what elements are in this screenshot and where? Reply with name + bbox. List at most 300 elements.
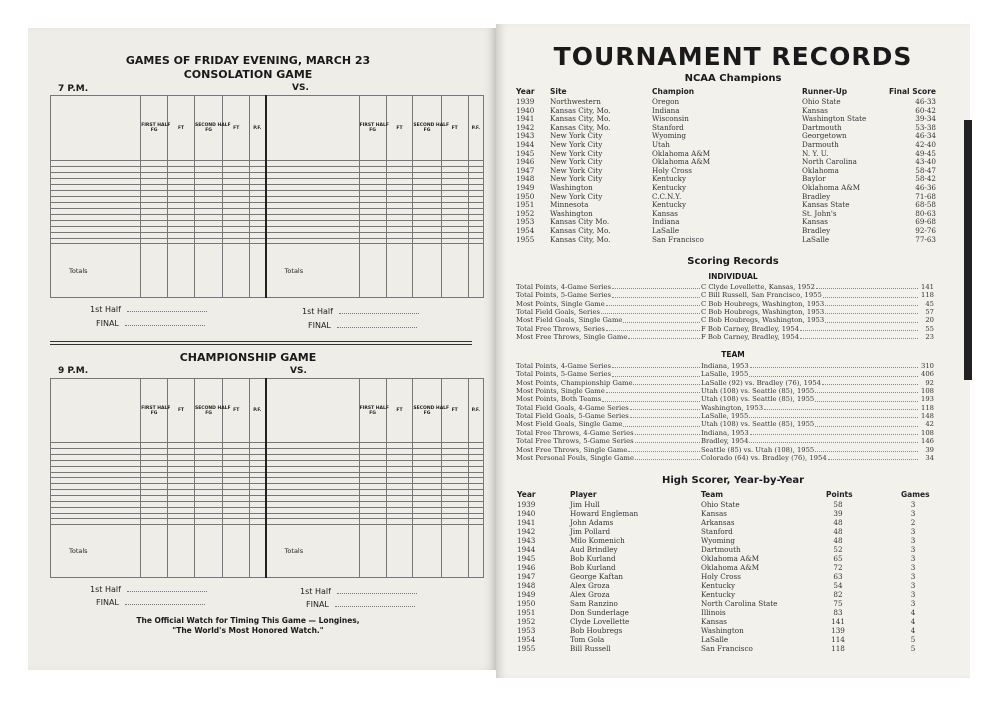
column-header: FT [223,96,250,161]
record-category-label: Most Points, Single Game [516,299,605,308]
record-holder [701,291,919,299]
year-cell: 1946 [516,157,535,167]
record-category [516,437,701,445]
site-cell: New York City [550,148,603,158]
record-value: 34 [925,453,934,462]
record-holder-label: LaSalle, 1955 [701,412,749,421]
section-heading: Scoring Records [687,256,779,267]
column-header: FT [223,379,250,443]
site-cell: Kansas City, Mo. [550,226,611,235]
subsection-heading: TEAM [721,350,745,359]
games-cell: 3 [910,554,916,563]
page-title: TOURNAMENT RECORDS [553,42,913,71]
record-row [516,362,934,370]
leader-dots [815,395,918,401]
player-cell: Alex Groza [570,581,610,590]
year-cell: 1953 [516,217,535,227]
first-half-score-line[interactable] [127,305,207,312]
record-holder-label: Utah (108) vs. Seattle (85), 1955 [701,387,815,396]
site-cell: Washington [550,208,593,218]
fg-label: FG [205,128,212,134]
leader-dots [602,395,700,401]
first-half-label: 1st Half [90,585,121,594]
record-category [516,316,701,324]
right-page [496,24,970,678]
record-holder [701,316,919,324]
first-half-label: 1st Half [300,587,331,596]
record-holder [701,404,919,412]
year-cell: 1955 [517,644,536,653]
record-row [516,429,934,437]
leader-dots [635,454,700,460]
score-cell[interactable] [141,525,168,578]
game-time: 9 P.M. [58,366,89,376]
score-cell[interactable] [168,244,195,298]
score-cell[interactable] [194,525,222,578]
final-score-line[interactable] [125,598,205,605]
games-cell: 3 [910,590,916,599]
leader-dots [823,291,918,297]
site-cell: Kansas City, Mo. [550,234,611,244]
points-cell: 48 [833,536,843,545]
record-category-label: Total Points, 4-Game Series [516,283,612,291]
fg-label: FG [369,410,376,416]
year-cell: 1941 [516,114,535,124]
record-holder [701,333,919,341]
record-category [516,446,701,454]
score-cell[interactable] [441,244,468,298]
score-cell[interactable] [386,244,413,298]
column-header: FIRST HALF FG [359,96,386,161]
team-cell: Holy Cross [701,572,741,581]
leader-dots [815,387,918,393]
vs-label: VS. [292,83,309,93]
column-header: Games [901,490,930,499]
year-cell: 1949 [517,590,536,599]
runner-up-cell: Kansas State [802,200,850,210]
year-cell: 1952 [516,208,535,218]
record-category [516,362,701,370]
team-cell: Kentucky [701,581,736,590]
site-cell: Minnesota [550,200,589,210]
leader-dots [749,437,918,443]
record-holder [701,454,919,462]
score-cell[interactable] [194,244,222,298]
site-cell: Kansas City Mo. [550,217,610,227]
record-value: 193 [921,395,934,404]
runner-up-cell: Kansas [802,217,828,227]
leader-dots [764,404,918,410]
runner-up-cell: North Carolina [802,157,857,167]
record-category [516,325,701,333]
record-value: 108 [921,428,934,437]
year-cell: 1948 [517,581,536,590]
points-cell: 63 [833,572,843,581]
record-holder [701,300,919,308]
year-cell: 1945 [517,554,536,563]
record-holder-label: Indiana, 1953 [701,362,749,370]
score-cell[interactable] [223,525,250,578]
points-cell: 54 [833,581,843,590]
runner-up-cell: Georgetown [802,131,847,141]
champion-cell: LaSalle [652,226,680,235]
page-title: GAMES OF FRIDAY EVENING, MARCH 23 [125,54,371,67]
team-cell: San Francisco [701,644,753,653]
year-cell: 1944 [517,545,536,554]
team-cell: Wyoming [701,536,735,545]
score-cell[interactable] [359,525,386,578]
leader-dots [628,333,700,339]
champion-cell: Wisconsin [652,114,689,124]
score-cell: 53-38 [915,122,936,132]
site-cell: Kansas City, Mo. [550,122,611,132]
fg-label: FG [150,410,158,416]
record-category-label: Most Points, Single Game [516,387,605,396]
record-holder-label: Washington, 1953 [701,403,764,412]
leader-dots [635,437,700,443]
record-category [516,387,701,395]
leader-dots [601,308,700,314]
leader-dots [612,291,700,297]
record-holder [701,370,919,378]
score-cell: 43-40 [915,157,936,167]
champion-cell: Kentucky [652,183,687,192]
record-category-label: Most Field Goals, Single Game [516,420,623,429]
final-score-line[interactable] [335,600,415,607]
score-cell[interactable] [413,525,441,578]
games-cell: 2 [910,518,916,527]
column-header: FIRST HALF FG [141,96,168,161]
record-holder [701,362,919,370]
year-cell: 1943 [517,536,536,545]
year-cell: 1950 [516,191,535,201]
record-value: 57 [925,308,934,317]
games-cell: 4 [910,626,916,635]
column-header: FT [441,379,468,443]
record-category-label: Total Free Throws, 4-Game Series [516,428,634,437]
site-cell: New York City [550,140,603,149]
fg-label: FG [205,410,212,416]
year-cell: 1947 [516,165,535,175]
score-cell: 92-76 [915,226,936,235]
record-category [516,283,701,291]
final-score-line[interactable] [125,319,205,326]
team-cell: Oklahoma A&M [701,554,760,563]
record-value: 146 [921,437,934,446]
column-header: SECOND HALF FG [413,96,441,161]
game-title: CONSOLATION GAME [183,68,313,81]
record-holder-label: Utah (108) vs. Seattle (85), 1955 [701,420,815,429]
points-cell: 141 [831,617,845,626]
record-row [516,437,934,445]
record-holder-label: F Bob Carney, Bradley, 1954 [701,324,800,333]
points-cell: 114 [831,635,845,644]
year-cell: 1940 [516,105,535,115]
champion-cell: Oregon [652,97,680,106]
year-cell: 1942 [516,122,535,132]
leader-dots [623,420,700,426]
record-holder-label: C Bob Houbregs, Washington, 1953 [701,308,825,317]
year-cell: 1939 [516,97,535,106]
record-row [516,333,934,341]
year-cell: 1949 [516,183,535,192]
points-cell: 139 [831,626,845,635]
score-cell: 71-68 [915,191,936,201]
column-header: Champion [652,87,695,96]
score-cell[interactable] [413,244,441,298]
score-cell[interactable] [168,525,195,578]
column-header: FIRST HALF FG [141,379,168,443]
games-cell: 3 [910,509,916,518]
score-cell[interactable] [441,525,468,578]
record-category [516,379,701,387]
score-cell: 46-36 [915,183,936,192]
leader-dots [822,379,918,385]
leader-dots [828,454,918,460]
first-half-score-line[interactable] [127,585,207,592]
games-cell: 3 [910,500,916,509]
games-cell: 3 [910,599,916,608]
score-cell: 39-34 [915,114,936,124]
column-header: SECOND HALF FG [194,96,222,161]
runner-up-cell: Darmouth [802,140,839,149]
player-cell: John Adams [570,518,614,527]
player-cell: Aud Brindley [570,545,618,554]
totals-label: Totals [51,525,141,578]
leader-dots [825,300,918,306]
record-value: 92 [925,378,934,387]
record-holder [701,283,919,291]
runner-up-cell: Baylor [802,174,826,184]
fg-label: FG [423,410,431,416]
year-cell: 1948 [516,174,535,184]
points-cell: 48 [833,527,843,536]
games-cell: 3 [910,563,916,572]
column-header: Runner-Up [802,87,848,96]
record-holder [701,325,919,333]
column-header: Year [516,87,535,96]
score-row [51,379,484,443]
first-half-label: 1st Half [90,305,121,314]
champion-cell: Kansas [652,208,678,218]
record-row [516,412,934,420]
record-holder-label: C Clyde Lovellette, Kansas, 1952 [701,283,815,291]
column-header: FT [386,96,413,161]
games-cell: 3 [910,545,916,554]
record-row [516,387,934,395]
record-holder-label: C Bill Russell, San Francisco, 1955 [701,291,822,300]
year-cell: 1943 [516,131,535,141]
game-time: 7 P.M. [58,84,89,94]
points-cell: 48 [833,518,843,527]
record-row [516,404,934,412]
points-cell: 75 [833,599,843,608]
totals-label: Totals [266,525,360,578]
record-value: 42 [925,420,934,429]
record-category-label: Total Field Goals, Series [516,308,600,317]
record-holder-label: F Bob Carney, Bradley, 1954 [701,333,800,342]
record-category-label: Total Points, 5-Game Series [516,291,612,300]
record-row [516,300,934,308]
record-holder-label: Utah (108) vs. Seattle (85), 1955 [701,395,815,404]
champion-cell: Indiana [652,217,680,227]
score-grid [50,95,484,298]
leader-dots [800,325,918,331]
games-cell: 3 [910,527,916,536]
record-holder [701,437,919,445]
year-cell: 1946 [517,563,536,572]
first-half-score-line[interactable] [339,307,419,314]
team-cell: Stanford [701,527,733,536]
record-value: 20 [925,316,934,325]
score-cell[interactable] [250,244,266,298]
record-row [516,283,934,291]
champion-cell: Indiana [652,105,680,115]
score-cell[interactable] [250,525,266,578]
final-label: FINAL [308,321,331,330]
games-cell: 4 [910,608,916,617]
column-header: P.F. [468,379,483,443]
score-cell[interactable] [468,244,483,298]
player-cell: Alex Groza [570,590,610,599]
score-cell[interactable] [468,525,483,578]
runner-up-cell: Bradley [802,226,831,235]
record-row [516,379,934,387]
player-cell: Don Sunderlage [570,608,629,617]
games-cell: 3 [910,536,916,545]
column-header: FT [168,379,195,443]
totals-label: Totals [51,244,141,298]
column-header: SECOND HALF FG [413,379,441,443]
year-cell: 1941 [517,518,536,527]
score-grid [50,378,484,578]
score-cell: 68-58 [915,200,936,210]
score-cell[interactable] [223,244,250,298]
player-cell: Howard Engleman [570,509,639,518]
column-header: Points [826,490,853,499]
year-cell: 1942 [517,527,536,536]
champion-cell: Stanford [652,122,684,132]
record-value: 148 [921,412,934,421]
footer-line: "The World's Most Honored Watch." [172,626,324,635]
record-holder-label: Bradley, 1954 [701,437,749,446]
site-cell: Kansas City, Mo. [550,114,611,124]
leader-dots [612,370,700,376]
record-category-label: Total Free Throws, 5-Game Series [516,437,634,446]
champion-cell: San Francisco [652,234,704,244]
site-cell: Northwestern [550,97,601,106]
champion-cell: Oklahoma A&M [652,148,711,158]
points-cell: 58 [833,500,843,509]
player-cell: George Kaftan [570,572,624,581]
leader-dots [633,379,700,385]
leader-dots [800,333,918,339]
fg-label: FG [369,128,376,134]
year-cell: 1950 [517,599,536,608]
record-row [516,316,934,324]
runner-up-cell: Dartmouth [802,122,842,132]
record-value: 23 [925,333,934,342]
record-category [516,454,701,462]
column-header: FT [386,379,413,443]
team-cell: Kansas [701,617,727,626]
year-cell: 1954 [516,226,535,235]
player-cell: Clyde Lovellette [570,617,630,626]
team-cell: Oklahoma A&M [701,563,760,572]
final-score-line[interactable] [337,321,417,328]
record-holder [701,429,919,437]
record-holder [701,446,919,454]
runner-up-cell: Oklahoma [802,165,839,175]
first-half-score-line[interactable] [337,587,417,594]
column-header [51,379,141,443]
score-cell: 80-63 [915,208,936,218]
record-value: 55 [925,324,934,333]
record-category [516,370,701,378]
record-holder-label: LaSalle (92) vs. Bradley (76), 1954 [701,378,821,387]
site-cell: New York City [550,191,603,201]
vs-label: VS. [290,366,307,376]
runner-up-cell: Oklahoma A&M [802,183,861,192]
points-cell: 82 [833,590,843,599]
score-cell: 46-33 [915,97,936,106]
record-category-label: Most Personal Fouls, Single Game [516,453,634,462]
champion-cell: Oklahoma A&M [652,157,711,167]
column-header: P.F. [468,96,483,161]
record-holder [701,420,919,428]
score-cell: 77-63 [915,234,936,244]
score-cell: 42-40 [915,140,936,149]
runner-up-cell: Washington State [802,114,867,124]
record-holder-label: Indiana, 1953 [701,428,749,437]
record-value: 310 [921,362,934,370]
column-header: Year [517,490,536,499]
record-holder-label: LaSalle, 1955 [701,370,749,379]
record-holder-label: Seattle (85) vs. Utah (108), 1955 [701,445,815,454]
player-cell: Bill Russell [570,644,611,653]
record-category-label: Most Free Throws, Single Game [516,333,628,342]
column-header: Player [570,490,597,499]
record-holder-label: C Bob Houbregs, Washington, 1953 [701,299,825,308]
fg-label: FG [423,128,431,134]
record-category [516,429,701,437]
score-cell[interactable] [359,244,386,298]
year-cell: 1954 [517,635,536,644]
games-cell: 3 [910,581,916,590]
section-heading: NCAA Champions [684,73,782,84]
column-header: Site [550,87,567,96]
record-holder-label: C Bob Houbregs, Washington, 1953 [701,316,825,325]
player-cell: Bob Houbregs [570,626,623,635]
score-cell[interactable] [141,244,168,298]
leader-dots [628,446,700,452]
year-cell: 1940 [517,509,536,518]
column-header [266,379,360,443]
score-cell: 58-42 [915,174,936,184]
player-cell: Jim Pollard [570,527,611,536]
game-title: CHAMPIONSHIP GAME [179,351,317,364]
record-category-label: Total Points, 5-Game Series [516,370,612,379]
record-category-label: Most Points, Both Teams [516,395,602,404]
column-header: P.F. [250,379,266,443]
final-label: FINAL [96,319,119,328]
year-cell: 1945 [516,148,535,158]
record-category [516,333,701,341]
record-holder [701,395,919,403]
team-cell: Kansas [701,509,727,518]
site-cell: New York City [550,165,603,175]
score-cell[interactable] [386,525,413,578]
